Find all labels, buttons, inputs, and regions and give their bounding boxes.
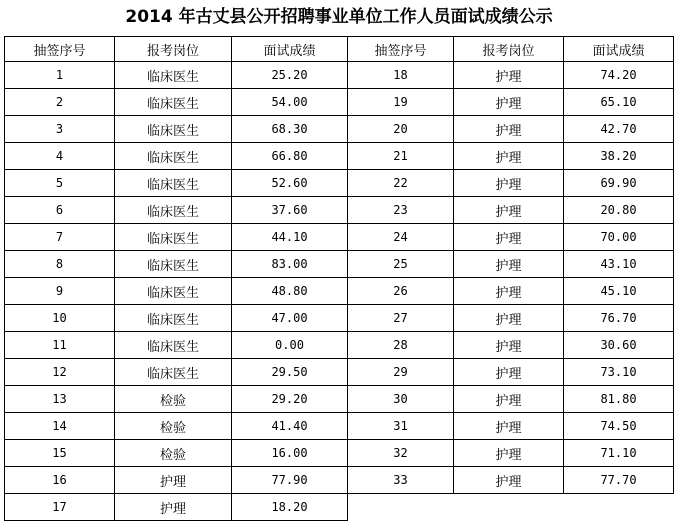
score-cell: 73.10 — [564, 359, 674, 386]
table-row — [5, 170, 674, 197]
post-cell: 护理 — [454, 467, 564, 494]
draw-number-cell: 25 — [348, 251, 454, 278]
draw-number-cell: 29 — [348, 359, 454, 386]
draw-number-cell: 1 — [5, 62, 115, 89]
draw-number-cell: 8 — [5, 251, 115, 278]
score-cell: 47.00 — [232, 305, 348, 332]
score-cell: 48.80 — [232, 278, 348, 305]
table-row — [5, 440, 674, 467]
draw-number-cell: 16 — [5, 467, 115, 494]
score-cell: 38.20 — [564, 143, 674, 170]
table-row — [5, 62, 674, 89]
post-cell: 临床医生 — [115, 170, 232, 197]
table-body — [5, 62, 674, 521]
draw-number-cell: 3 — [5, 116, 115, 143]
post-cell: 护理 — [115, 494, 232, 521]
post-cell: 临床医生 — [115, 197, 232, 224]
draw-number-cell: 2 — [5, 89, 115, 116]
table-row — [5, 278, 674, 305]
score-cell: 76.70 — [564, 305, 674, 332]
score-cell: 52.60 — [232, 170, 348, 197]
table-row — [5, 197, 674, 224]
score-cell: 18.20 — [232, 494, 348, 521]
score-cell: 71.10 — [564, 440, 674, 467]
table-row — [5, 386, 674, 413]
post-cell: 护理 — [454, 440, 564, 467]
post-cell: 护理 — [454, 197, 564, 224]
score-cell: 43.10 — [564, 251, 674, 278]
score-cell: 74.20 — [564, 62, 674, 89]
header-post: 报考岗位 — [115, 37, 232, 62]
post-cell: 临床医生 — [115, 278, 232, 305]
score-cell: 0.00 — [232, 332, 348, 359]
post-cell: 护理 — [454, 278, 564, 305]
draw-number-cell: 13 — [5, 386, 115, 413]
score-cell: 44.10 — [232, 224, 348, 251]
post-cell: 护理 — [454, 251, 564, 278]
header-score: 面试成绩 — [564, 37, 674, 62]
post-cell: 临床医生 — [115, 224, 232, 251]
score-cell: 83.00 — [232, 251, 348, 278]
draw-number-cell: 12 — [5, 359, 115, 386]
draw-number-cell: 6 — [5, 197, 115, 224]
table-row — [5, 494, 674, 521]
draw-number-cell: 17 — [5, 494, 115, 521]
header-score: 面试成绩 — [232, 37, 348, 62]
empty-cell — [348, 494, 454, 521]
header-draw-number: 抽签序号 — [5, 37, 115, 62]
post-cell: 护理 — [454, 89, 564, 116]
table-row — [5, 467, 674, 494]
table-row — [5, 224, 674, 251]
draw-number-cell: 10 — [5, 305, 115, 332]
post-cell: 护理 — [454, 305, 564, 332]
post-cell: 检验 — [115, 413, 232, 440]
score-cell: 66.80 — [232, 143, 348, 170]
score-cell: 81.80 — [564, 386, 674, 413]
post-cell: 护理 — [454, 224, 564, 251]
post-cell: 临床医生 — [115, 143, 232, 170]
score-cell: 77.90 — [232, 467, 348, 494]
post-cell: 护理 — [115, 467, 232, 494]
score-cell: 77.70 — [564, 467, 674, 494]
post-cell: 护理 — [454, 170, 564, 197]
table-row — [5, 359, 674, 386]
draw-number-cell: 11 — [5, 332, 115, 359]
draw-number-cell: 26 — [348, 278, 454, 305]
post-cell: 检验 — [115, 386, 232, 413]
draw-number-cell: 20 — [348, 116, 454, 143]
header-draw-number: 抽签序号 — [348, 37, 454, 62]
table-row — [5, 143, 674, 170]
score-cell: 42.70 — [564, 116, 674, 143]
score-cell: 54.00 — [232, 89, 348, 116]
draw-number-cell: 28 — [348, 332, 454, 359]
draw-number-cell: 7 — [5, 224, 115, 251]
draw-number-cell: 23 — [348, 197, 454, 224]
draw-number-cell: 9 — [5, 278, 115, 305]
post-cell: 护理 — [454, 386, 564, 413]
draw-number-cell: 32 — [348, 440, 454, 467]
page-title: 2014 年古丈县公开招聘事业单位工作人员面试成绩公示 — [125, 7, 553, 27]
post-cell: 护理 — [454, 332, 564, 359]
header-post: 报考岗位 — [454, 37, 564, 62]
score-cell: 74.50 — [564, 413, 674, 440]
post-cell: 护理 — [454, 143, 564, 170]
score-cell: 16.00 — [232, 440, 348, 467]
draw-number-cell: 24 — [348, 224, 454, 251]
post-cell: 临床医生 — [115, 359, 232, 386]
post-cell: 护理 — [454, 359, 564, 386]
score-table — [4, 36, 674, 521]
table-row — [5, 251, 674, 278]
post-cell: 检验 — [115, 440, 232, 467]
post-cell: 护理 — [454, 413, 564, 440]
score-cell: 69.90 — [564, 170, 674, 197]
draw-number-cell: 18 — [348, 62, 454, 89]
post-cell: 临床医生 — [115, 332, 232, 359]
score-cell: 30.60 — [564, 332, 674, 359]
draw-number-cell: 21 — [348, 143, 454, 170]
post-cell: 临床医生 — [115, 62, 232, 89]
score-cell: 20.80 — [564, 197, 674, 224]
score-cell: 68.30 — [232, 116, 348, 143]
draw-number-cell: 5 — [5, 170, 115, 197]
post-cell: 护理 — [454, 62, 564, 89]
post-cell: 临床医生 — [115, 89, 232, 116]
draw-number-cell: 15 — [5, 440, 115, 467]
draw-number-cell: 4 — [5, 143, 115, 170]
empty-cell — [454, 494, 564, 521]
score-cell: 65.10 — [564, 89, 674, 116]
table-row — [5, 332, 674, 359]
table-row — [5, 116, 674, 143]
draw-number-cell: 14 — [5, 413, 115, 440]
score-cell: 70.00 — [564, 224, 674, 251]
empty-cell — [564, 494, 674, 521]
post-cell: 护理 — [454, 116, 564, 143]
post-cell: 临床医生 — [115, 251, 232, 278]
table-row — [5, 305, 674, 332]
score-cell: 25.20 — [232, 62, 348, 89]
score-cell: 29.50 — [232, 359, 348, 386]
draw-number-cell: 33 — [348, 467, 454, 494]
score-cell: 29.20 — [232, 386, 348, 413]
table-header-row — [5, 37, 674, 62]
draw-number-cell: 31 — [348, 413, 454, 440]
post-cell: 临床医生 — [115, 305, 232, 332]
draw-number-cell: 22 — [348, 170, 454, 197]
score-cell: 41.40 — [232, 413, 348, 440]
post-cell: 临床医生 — [115, 116, 232, 143]
draw-number-cell: 30 — [348, 386, 454, 413]
draw-number-cell: 19 — [348, 89, 454, 116]
score-cell: 37.60 — [232, 197, 348, 224]
draw-number-cell: 27 — [348, 305, 454, 332]
table-row — [5, 413, 674, 440]
table-row — [5, 89, 674, 116]
score-cell: 45.10 — [564, 278, 674, 305]
